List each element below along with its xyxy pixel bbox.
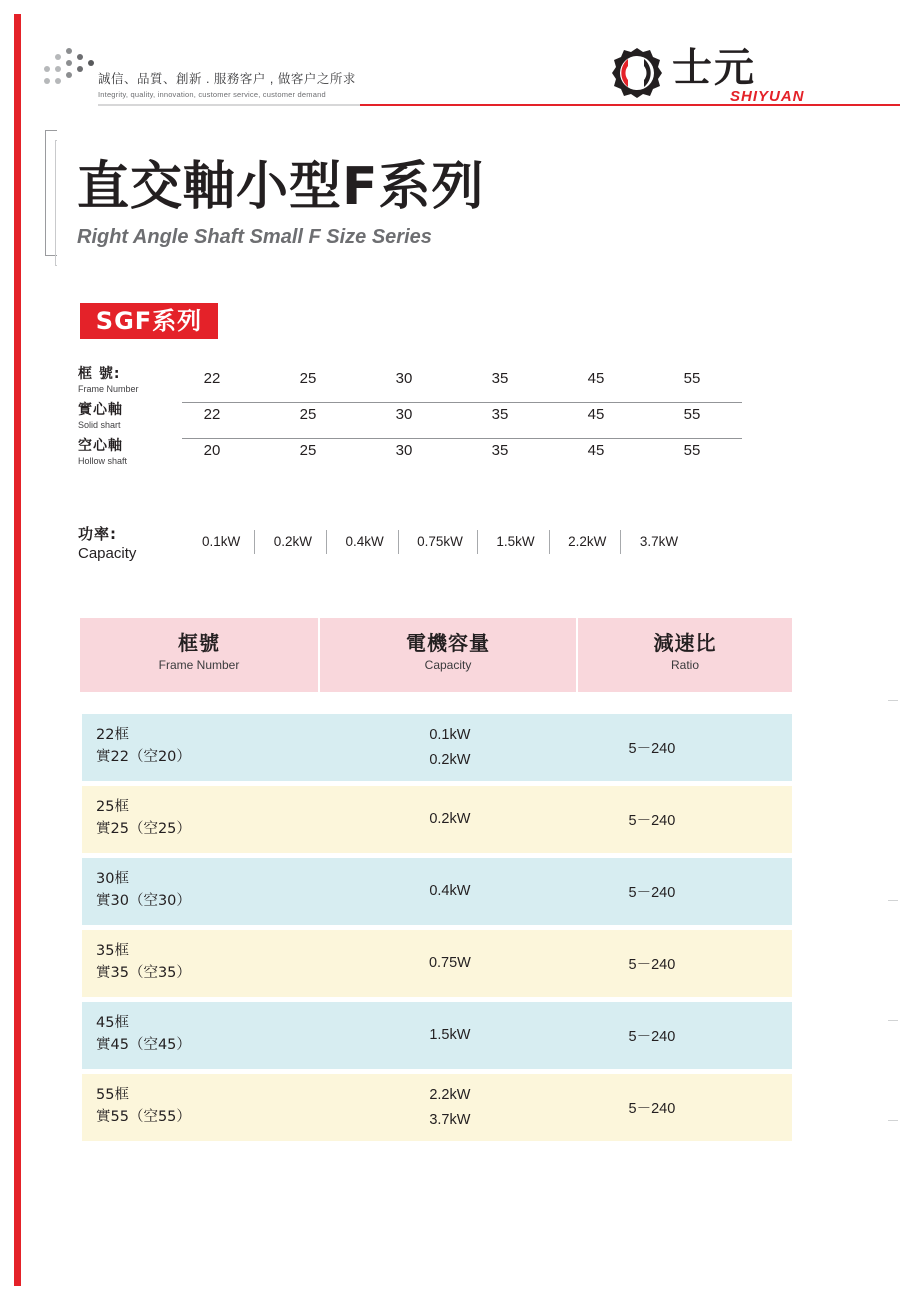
logo-text-cn: 士元 (672, 45, 756, 91)
spec-value: 22 (203, 370, 221, 387)
table-header-capacity (320, 618, 578, 692)
cell-ratio: 5－240 (628, 885, 676, 901)
capacity-value: 0.2kW (260, 530, 327, 554)
table-row (80, 858, 792, 925)
spec-label-solid-shaft (78, 402, 178, 431)
cell-ratio: 5－240 (628, 741, 676, 757)
cell-frame-number (82, 858, 321, 925)
spec-row-frame-number (78, 366, 758, 402)
capacity-label-en: Capacity (78, 545, 137, 562)
table-header-en: Capacity (424, 658, 472, 672)
gear-logo-icon (610, 46, 664, 100)
spec-label-frame-number (78, 366, 178, 395)
capacity-values (188, 530, 692, 554)
page-title-en: Right Angle Shaft Small F Size Series (77, 226, 432, 248)
frame-line-2: 實30（空30） (96, 893, 191, 909)
frame-line-2: 實22（空20） (96, 749, 191, 765)
page-header (30, 36, 870, 110)
cell-capacity (321, 786, 578, 853)
title-block (45, 130, 545, 270)
cell-capacity (321, 714, 578, 781)
capacity-item: 2.2kW (429, 1086, 471, 1103)
frame-line-1: 45框 (96, 1015, 129, 1031)
cell-frame-number (82, 786, 321, 853)
spec-values-frame-number (182, 366, 742, 403)
frame-line-2: 實55（空55） (96, 1109, 191, 1125)
spec-value: 55 (683, 406, 701, 423)
table-header-cn: 電機容量 (406, 631, 490, 655)
spec-value: 22 (203, 406, 221, 423)
cell-capacity (321, 1002, 578, 1069)
capacity-item: 0.2kW (429, 811, 471, 827)
spec-value: 25 (299, 370, 317, 387)
capacity-value: 0.1kW (188, 530, 255, 554)
spec-value: 55 (683, 442, 701, 459)
table-body (80, 714, 792, 1141)
spec-label-cn: 空心軸 (78, 438, 123, 454)
spec-values-hollow-shaft (182, 438, 742, 474)
page-title-cn: 直交軸小型F系列 (77, 157, 485, 217)
company-logo (610, 44, 840, 106)
capacity-value: 2.2kW (554, 530, 621, 554)
capacity-item: 1.5kW (429, 1027, 471, 1043)
series-badge: SGF系列 (80, 303, 218, 339)
cell-frame-number (82, 714, 321, 781)
table-row (80, 930, 792, 997)
cell-frame-number (82, 1002, 321, 1069)
table-header-cn: 減速比 (653, 631, 717, 655)
logo-text-en: SHIYUAN (730, 88, 805, 105)
spec-value: 55 (683, 370, 701, 387)
spec-values-solid-shaft (182, 402, 742, 439)
spec-value: 45 (587, 442, 605, 459)
page-left-white-stripe (21, 14, 23, 1286)
spec-value: 45 (587, 370, 605, 387)
margin-tick (888, 700, 898, 701)
spec-label-cn: 框 號: (78, 366, 121, 382)
spec-value: 35 (491, 370, 509, 387)
table-header-frame-number (80, 618, 320, 692)
spec-label-en: Solid shart (78, 420, 121, 430)
capacity-item: 0.2kW (429, 751, 471, 768)
spec-value: 20 (203, 442, 221, 459)
table-header-ratio (578, 618, 792, 692)
frame-spec-block (78, 366, 758, 474)
cell-ratio: 5－240 (628, 1101, 676, 1117)
table-header-en: Frame Number (158, 658, 240, 672)
frame-line-2: 實25（空25） (96, 821, 191, 837)
capacity-label-cn: 功率: (78, 525, 117, 543)
table-row (80, 1074, 792, 1141)
table-row (80, 1002, 792, 1069)
spec-row-solid-shaft (78, 402, 758, 438)
capacity-item: 0.75W (428, 955, 471, 971)
table-header-en: Ratio (670, 658, 699, 672)
margin-tick (888, 900, 898, 901)
spec-label-hollow-shaft (78, 438, 178, 467)
margin-tick (888, 1020, 898, 1021)
cell-frame-number (82, 1074, 321, 1141)
capacity-item: 3.7kW (429, 1111, 471, 1128)
spec-value: 35 (491, 442, 509, 459)
capacity-label (78, 524, 178, 564)
frame-line-1: 55框 (96, 1087, 129, 1103)
cell-capacity (321, 858, 578, 925)
cell-capacity (321, 930, 578, 997)
spec-table (80, 618, 792, 1141)
spec-value: 45 (587, 406, 605, 423)
capacity-value: 3.7kW (639, 534, 679, 549)
spec-value: 30 (395, 370, 413, 387)
spec-label-en: Hollow shaft (78, 456, 128, 466)
spec-value: 35 (491, 406, 509, 423)
cell-ratio: 5－240 (628, 813, 676, 829)
table-header-row (80, 618, 792, 692)
cell-ratio: 5－240 (628, 1029, 676, 1045)
capacity-item: 0.4kW (429, 883, 471, 899)
frame-line-1: 25框 (96, 799, 129, 815)
frame-line-2: 實35（空35） (96, 965, 191, 981)
header-slogan-en: Integrity, quality, innovation, customer service, customer demand (98, 90, 326, 99)
table-header-cn: 框號 (178, 631, 220, 655)
table-row (80, 714, 792, 781)
spec-label-en: Frame Number (78, 384, 139, 394)
frame-line-1: 35框 (96, 943, 129, 959)
capacity-value: 1.5kW (482, 530, 549, 554)
spec-label-cn: 實心軸 (78, 402, 123, 418)
capacity-item: 0.1kW (429, 726, 471, 743)
cell-capacity (321, 1074, 578, 1141)
spec-value: 25 (299, 406, 317, 423)
margin-tick (888, 1120, 898, 1121)
capacity-value: 0.4kW (331, 530, 398, 554)
spec-value: 30 (395, 442, 413, 459)
cell-ratio: 5－240 (628, 957, 676, 973)
spec-value: 30 (395, 406, 413, 423)
page-left-red-bar (14, 14, 21, 1286)
capacity-value: 0.75kW (403, 530, 478, 554)
spec-row-hollow-shaft (78, 438, 758, 474)
header-slogan-cn: 誠信、品質、創新 . 服務客户 , 做客户之所求 (98, 72, 356, 86)
frame-line-1: 22框 (96, 727, 129, 743)
cell-frame-number (82, 930, 321, 997)
frame-line-2: 實45（空45） (96, 1037, 191, 1053)
dots-decoration-icon (44, 48, 96, 94)
table-row (80, 786, 792, 853)
spec-value: 25 (299, 442, 317, 459)
frame-line-1: 30框 (96, 871, 129, 887)
